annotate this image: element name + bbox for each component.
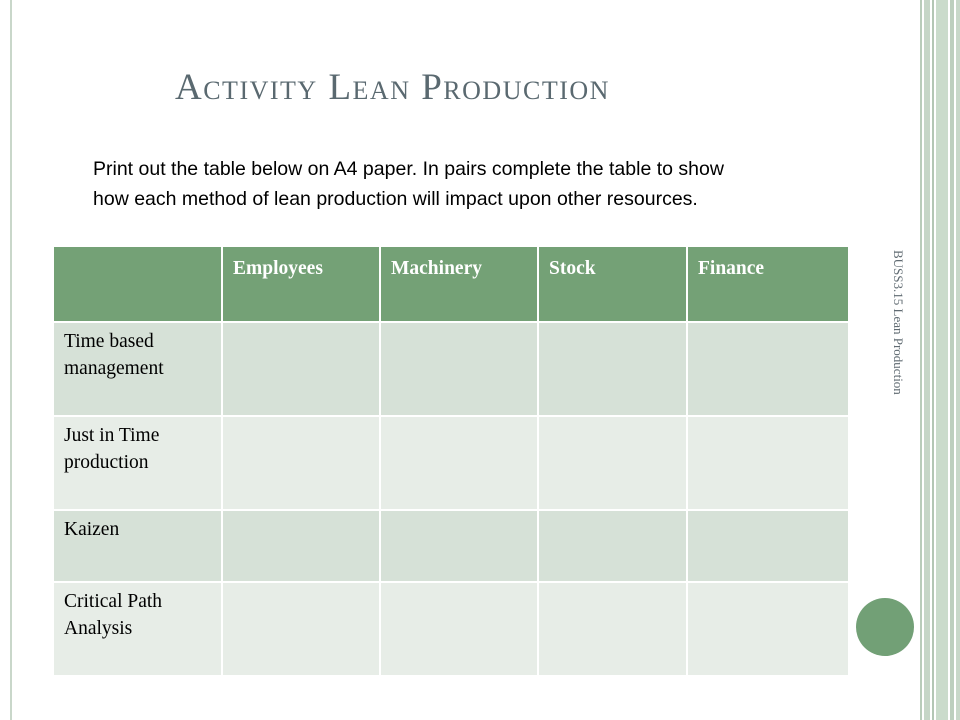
- row-label-cell: Time based management: [53, 322, 222, 416]
- header-cell-employees: Employees: [222, 246, 380, 322]
- lean-production-table: [52, 245, 850, 677]
- header-cell-stock: Stock: [538, 246, 687, 322]
- table-cell[interactable]: [538, 322, 687, 416]
- table-cell[interactable]: [687, 510, 849, 582]
- table-cell[interactable]: [538, 416, 687, 510]
- instructions-text: Print out the table below on A4 paper. In pairs complete the table to show how each method of lean production will impact upon other resources.: [93, 158, 724, 210]
- slide-title: Activity Lean Production: [175, 67, 610, 108]
- vertical-footer-caption: BUSS3.15 Lean Production: [891, 250, 906, 395]
- right-border-stripe: [956, 0, 960, 720]
- table-cell[interactable]: [538, 582, 687, 676]
- table-cell[interactable]: [380, 322, 538, 416]
- table-cell[interactable]: [380, 416, 538, 510]
- table-cell[interactable]: [380, 510, 538, 582]
- table-cell[interactable]: [538, 510, 687, 582]
- table-cell[interactable]: [687, 322, 849, 416]
- table-row: [53, 582, 849, 676]
- table-cell[interactable]: [222, 582, 380, 676]
- header-cell-blank: [53, 246, 222, 322]
- header-cell-finance: Finance: [687, 246, 849, 322]
- table-row: [53, 322, 849, 416]
- table-cell[interactable]: [222, 322, 380, 416]
- table-row: [53, 510, 849, 582]
- header-cell-machinery: Machinery: [380, 246, 538, 322]
- table-cell[interactable]: [687, 416, 849, 510]
- table-cell[interactable]: [687, 582, 849, 676]
- left-border-line: [10, 0, 12, 720]
- right-border-stripe: [936, 0, 948, 720]
- row-label-cell: Just in Time production: [53, 416, 222, 510]
- right-border-stripe: [924, 0, 930, 720]
- right-border-stripe: [932, 0, 934, 720]
- table-row: [53, 416, 849, 510]
- table-header-row: [53, 246, 849, 322]
- table-cell[interactable]: [222, 510, 380, 582]
- row-label-cell: Kaizen: [53, 510, 222, 582]
- decorative-circle-icon: [856, 598, 914, 656]
- right-border-stripe: [950, 0, 954, 720]
- right-border-stripe: [920, 0, 922, 720]
- row-label-cell: Critical Path Analysis: [53, 582, 222, 676]
- table-cell[interactable]: [222, 416, 380, 510]
- table-cell[interactable]: [380, 582, 538, 676]
